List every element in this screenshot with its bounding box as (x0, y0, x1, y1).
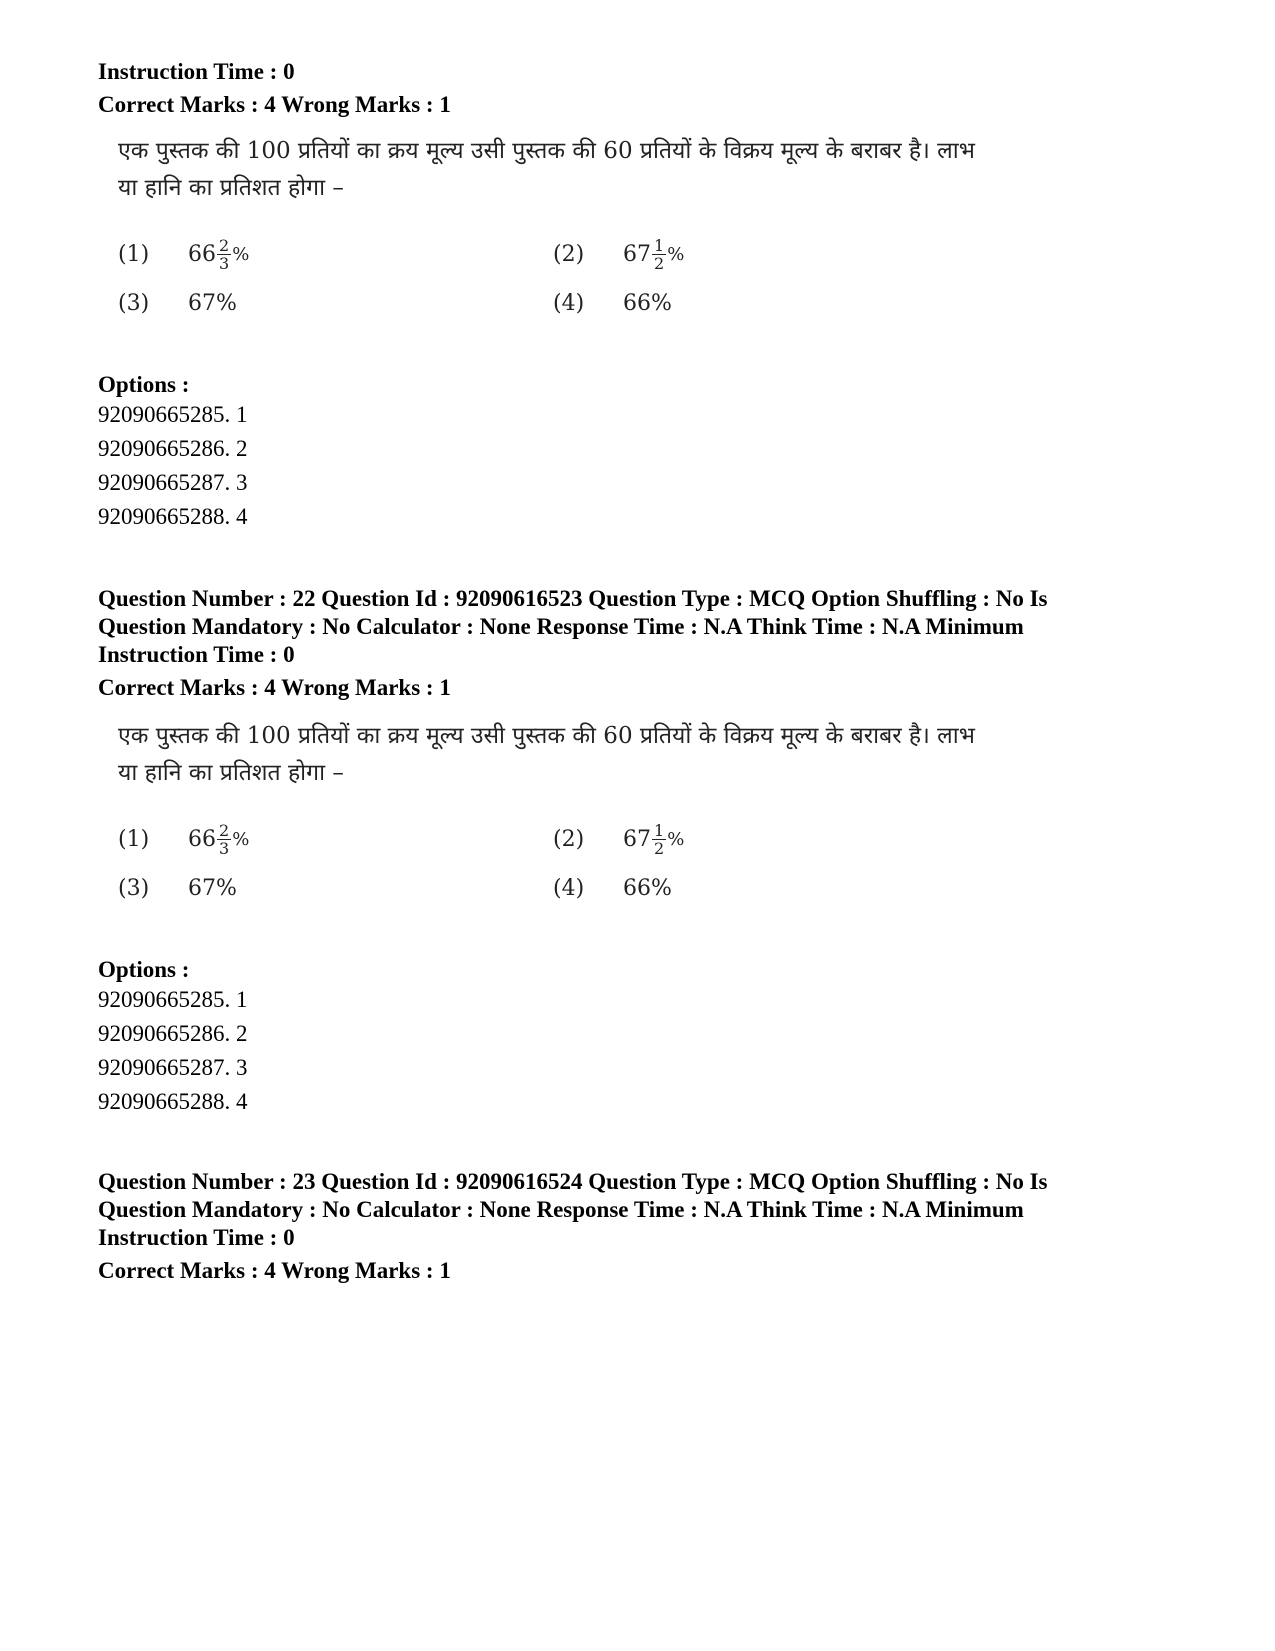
question-text-line-2: या हानि का प्रतिशत होगा – (118, 760, 344, 786)
choice-3: (3) 67% (118, 876, 237, 901)
marks-line: Correct Marks : 4 Wrong Marks : 1 (98, 1258, 451, 1283)
option-item: 92090665288. 4 (98, 504, 248, 529)
q22-meta (98, 585, 1178, 702)
question-image (118, 133, 1078, 316)
question-text-line-2: या हानि का प्रतिशत होगा – (118, 175, 344, 201)
question-header-line-2: Question Mandatory : No Calculator : None Response Time : N.A Think Time : N.A Minimum (98, 1197, 1024, 1222)
question-header-line-3: Instruction Time : 0 (98, 1225, 295, 1250)
question-text-line-1: एक पुस्तक की 100 प्रतियों का क्रय मूल्य उसी पुस्तक की 60 प्रतियों के विक्रय मूल्य के बराबर है। लाभ (118, 723, 975, 749)
option-item: 92090665285. 1 (98, 987, 248, 1012)
question-header-line-1: Question Number : 23 Question Id : 92090616524 Question Type : MCQ Option Shuffling : No Is (98, 1169, 1048, 1194)
choice-2: (2) 67 $\frac{1}{2}$ % (553, 236, 685, 273)
option-item: 92090665286. 2 (98, 1021, 248, 1046)
choice-1: (1) 66 $\frac{2}{3}$ % (118, 821, 250, 858)
option-item: 92090665287. 3 (98, 470, 248, 495)
question-header-line-2: Question Mandatory : No Calculator : None Response Time : N.A Think Time : N.A Minimum (98, 614, 1024, 639)
choice-4: (4) 66% (553, 876, 672, 901)
question-header-line-1: Question Number : 22 Question Id : 92090616523 Question Type : MCQ Option Shuffling : No Is (98, 586, 1048, 611)
q23-meta (98, 1168, 1178, 1285)
choice-4: (4) 66% (553, 291, 672, 316)
choice-2: (2) 67 $\frac{1}{2}$ % (553, 821, 685, 858)
choice-3: (3) 67% (118, 291, 237, 316)
q21-meta (98, 58, 1178, 119)
option-item: 92090665285. 1 (98, 402, 248, 427)
question-image (118, 718, 1078, 901)
options-list (98, 983, 1178, 1119)
question-header-line-3: Instruction Time : 0 (98, 642, 295, 667)
question-text-line-1: एक पुस्तक की 100 प्रतियों का क्रय मूल्य उसी पुस्तक की 60 प्रतियों के विक्रय मूल्य के बराबर है। लाभ (118, 138, 975, 164)
fraction: $\frac{1}{2}$ (654, 236, 665, 273)
instruction-time: Instruction Time : 0 (98, 59, 295, 84)
choice-1: (1) 66 $\frac{2}{3}$ % (118, 236, 250, 273)
options-label: Options : (98, 372, 190, 397)
marks-line: Correct Marks : 4 Wrong Marks : 1 (98, 675, 451, 700)
fraction: $\frac{2}{3}$ (219, 821, 230, 858)
options-block (98, 956, 1178, 1119)
option-item: 92090665288. 4 (98, 1089, 248, 1114)
fraction: $\frac{2}{3}$ (219, 236, 230, 273)
options-label: Options : (98, 957, 190, 982)
marks-line: Correct Marks : 4 Wrong Marks : 1 (98, 92, 451, 117)
options-block (98, 371, 1178, 534)
options-list (98, 398, 1178, 534)
option-item: 92090665286. 2 (98, 436, 248, 461)
fraction: $\frac{1}{2}$ (654, 821, 665, 858)
option-item: 92090665287. 3 (98, 1055, 248, 1080)
